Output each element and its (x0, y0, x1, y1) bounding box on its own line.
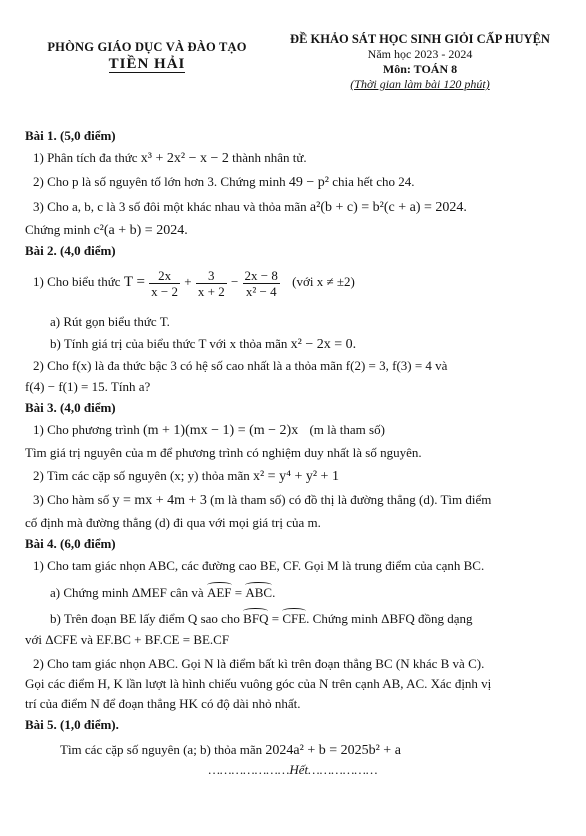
bai3-q1 (33, 422, 385, 439)
bai1-q1-text: 1) Phân tích đa thức (33, 150, 138, 165)
bai2-q1-text: 1) Cho biểu thức (33, 274, 121, 289)
bai4-q1-line1: 1) Cho tam giác nhọn ABC, các đường cao BE, CF. Gọi M là trung điểm của cạnh BC. (33, 558, 485, 573)
subject: Môn: TOÁN 8 (382, 62, 458, 76)
bai1-q2-text: 2) Cho p là số nguyên tố lớn hơn 3. Chứng minh (33, 174, 286, 189)
bai2-title: Bài 2. (4,0 điểm) (25, 243, 116, 258)
angle-abc: ABC (245, 582, 272, 601)
bai5-q-expr: 2024a² + b = 2025b² + a (265, 743, 401, 758)
bai4-title: Bài 4. (6,0 điểm) (25, 536, 116, 551)
fraction-2-numerator: 3 (196, 268, 227, 284)
bai4-qb-eq: = (271, 611, 280, 626)
exam-header (270, 32, 570, 92)
angle-bfq: BFQ (243, 608, 268, 627)
bai4-qb (50, 608, 473, 627)
bai3-q1-tail: (m là tham số) (309, 422, 385, 437)
bai4-qb-tail: . Chứng minh ΔBFQ đồng dạng (306, 611, 473, 626)
angle-cfe: CFE (282, 608, 306, 627)
bai1-q2 (33, 174, 415, 191)
bai3-q3-line2: cố định mà đường thẳng (d) đi qua với mọi giá trị của m. (25, 515, 321, 530)
bai4-qa (50, 582, 275, 601)
bai3-title: Bài 3. (4,0 điểm) (25, 400, 116, 415)
bai1-q1 (33, 150, 307, 167)
bai1-q3-cont-text: Chứng minh (25, 222, 91, 237)
bai4-qa-text: a) Chứng minh (50, 585, 129, 600)
bai4-q2-line3: trí của điểm N để đoạn thẳng HK có độ dài nhỏ nhất. (25, 696, 301, 711)
bai4-q2-line2: Gọi các điểm H, K lần lượt là hình chiếu vuông góc của N trên cạnh AB, AC. Xác định vị (25, 676, 492, 691)
bai1-q3-expr: a²(b + c) = b²(c + a) = 2024. (309, 200, 467, 215)
bai3-q3 (33, 492, 491, 509)
bai4-qa-expr1: ΔMEF cân và (131, 585, 204, 600)
bai1-q3-cont (25, 222, 188, 239)
bai3-q1-text: 1) Cho phương trình (33, 422, 140, 437)
fraction-1 (149, 268, 180, 299)
fraction-1-denominator: x − 2 (151, 283, 179, 299)
department-name: PHÒNG GIÁO DỤC VÀ ĐÀO TẠO (47, 40, 247, 54)
bai5-title: Bài 5. (1,0 điểm). (25, 717, 119, 732)
bai2-q1 (33, 266, 355, 299)
bai4-qa-eq: = (234, 585, 243, 600)
fraction-2-denominator: x + 2 (197, 283, 225, 299)
bai3-q1-line2: Tìm giá trị nguyên của m để phương trình có nghiệm duy nhất là số nguyên. (25, 445, 422, 460)
angle-aef: AEF (207, 582, 232, 601)
department-header (22, 40, 272, 73)
fraction-1-numerator: 2x (149, 268, 180, 284)
minus-sign: − (230, 274, 239, 289)
bai2-qb-text: b) Tính giá trị của biểu thức T với x thỏa mãn (50, 336, 288, 351)
bai3-q3-text: 3) Cho hàm số (33, 492, 110, 507)
bai3-q2 (33, 468, 339, 485)
bai2-qb (50, 336, 356, 353)
fraction-3-denominator: x² − 4 (245, 283, 277, 299)
bai1-q2-tail: chia hết cho 24. (332, 174, 415, 189)
bai2-q2-line1: 2) Cho f(x) là đa thức bậc 3 có hệ số cao nhất là a thỏa mãn f(2) = 3, f(3) = 4 và (33, 358, 448, 373)
bai1-title: Bài 1. (5,0 điểm) (25, 128, 116, 143)
bai2-t-label: T = (123, 274, 145, 290)
fraction-2 (196, 268, 227, 299)
bai1-q2-expr: 49 − p² (288, 175, 329, 190)
bai1-q3 (33, 199, 467, 216)
bai3-q3-expr: y = mx + 4m + 3 (112, 493, 207, 508)
bai5-q (60, 742, 401, 759)
bai4-q2-line1: 2) Cho tam giác nhọn ABC. Gọi N là điểm bất kì trên đoạn thẳng BC (N khác B và C). (33, 656, 485, 671)
bai3-q2-text: 2) Tìm các cặp số nguyên (x; y) thỏa mãn (33, 468, 250, 483)
bai5-q-text: Tìm các cặp số nguyên (a; b) thỏa mãn (60, 742, 263, 757)
bai4-qb-text: b) Trên đoạn BE lấy điểm Q sao cho (50, 611, 240, 626)
end-marker: …………………Hết……………… (208, 762, 378, 777)
bai2-qa: a) Rút gọn biểu thức T. (50, 314, 170, 329)
bai3-q1-expr: (m + 1)(mx − 1) = (m − 2)x (142, 423, 299, 438)
fraction-3-numerator: 2x − 8 (244, 267, 278, 283)
school-year: Năm học 2023 - 2024 (367, 47, 473, 61)
plus-sign: + (184, 274, 192, 289)
bai2-condition: (với x ≠ ±2) (292, 274, 355, 289)
bai1-q1-expr: x³ + 2x² − x − 2 (140, 151, 229, 166)
bai1-q3-cont-expr: c²(a + b) = 2024. (93, 223, 188, 238)
bai3-q2-expr: x² = y⁴ + y² + 1 (252, 469, 339, 484)
bai4-qa-dot: . (272, 585, 276, 600)
bai4-qb-line2: với ΔCFE và EF.BC + BF.CE = BE.CF (25, 632, 230, 647)
fraction-3 (243, 268, 280, 299)
bai1-q3-text: 3) Cho a, b, c là 3 số đôi một khác nhau và thỏa mãn (33, 199, 307, 214)
time-note: (Thời gian làm bài 120 phút) (350, 77, 490, 91)
bai2-q2-line2: f(4) − f(1) = 15. Tính a? (25, 379, 151, 394)
exam-title: ĐỀ KHẢO SÁT HỌC SINH GIỎI CẤP HUYỆN (290, 32, 550, 46)
district-name: TIỀN HẢI (108, 56, 186, 72)
bai1-q1-tail: thành nhân tử. (232, 150, 307, 165)
bai3-q3-tail: (m là tham số) có đồ thị là đường thẳng (d). Tìm điểm (210, 492, 492, 507)
bai2-qb-expr: x² − 2x = 0. (290, 337, 357, 352)
